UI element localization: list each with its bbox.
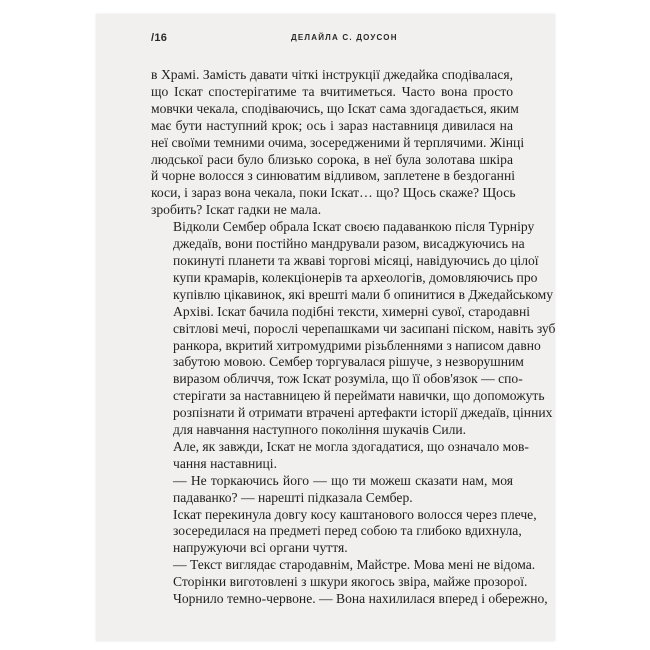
text-line: покинуті планети та жваві торгові місяці, навідуючись до цілої — [173, 252, 539, 268]
paragraph — [151, 557, 548, 608]
text-line: розпізнати й отримати втрачені артефакти історії джедаїв, цінних — [173, 405, 553, 421]
text-line: Сторінки виготовлені з шкури якогось звіра, майже прозорої. — [173, 574, 528, 590]
text-line: джедаїв, вони постійно мандрували разом, висаджуючись на — [173, 236, 525, 252]
text-line: Архіві. Іскат бачила подібні тексти, химерні сувої, стародавні — [173, 303, 531, 319]
paragraph — [151, 438, 529, 473]
text-line: стерігати за наставницею й переймати навички, що допоможуть — [173, 388, 545, 404]
text-line: світлові мечі, порослі черепашками чи засипані піском, навіть зуб — [173, 320, 555, 336]
text-line: Відколи Сембер обрала Іскат своєю падаванкою після Турніру — [173, 219, 535, 235]
text-line: що Іскат спостерігатиме та вчитиметься. Часто вона просто — [151, 83, 513, 99]
text-line: — Текст виглядає стародавнім, Майстре. Мова мені не відома. — [173, 557, 536, 573]
text-line: — Не торкаючись його — що ти можеш сказати нам, моя — [173, 472, 513, 488]
text-line: виразом обличчя, тож Іскат розуміла, що її обов'язок — спо- — [173, 371, 523, 387]
text-line: ранкора, вкритий хитромудрими різьбленнями з написом давно — [173, 337, 541, 353]
text-line: в Храмі. Замість давати чіткі інструкції джедайка сподівалася, — [151, 67, 513, 82]
text-line: неї своїми темними очима, зосередженими й терплячими. Жінці — [151, 134, 525, 150]
page-number: /16 — [151, 32, 168, 44]
text-line: забутою мовою. Сембер торгувалася рішуче, з незворушним — [173, 354, 524, 370]
paragraph — [151, 506, 537, 558]
page-header — [151, 32, 511, 50]
text-line: для навчання наступного покоління шукачів Сили. — [173, 422, 467, 438]
text-line: купівлю цікавинок, які врешті мали б опинитися в Джедайському — [173, 286, 554, 302]
text-line: Але, як завжди, Іскат не могла здогадатися, що означало мов- — [173, 438, 529, 454]
text-line: коси, і зараз вона чекала, поки Іскат… що? Щось скаже? Щось — [151, 185, 516, 201]
running-head-author: ДЕЛАЙЛА С. ДОУСОН — [291, 33, 398, 42]
text-line: Іскат перекинула довгу косу каштанового волосся через плече, — [173, 506, 537, 522]
text-line: зосередилася на предметі перед собою та глибоко вдихнула, — [173, 523, 522, 539]
text-line: купи крамарів, колекціонерів та археологів, домовляючись про — [173, 269, 538, 285]
text-line: мовчки чекала, сподіваючись, що Іскат сама здогадається, яким — [151, 100, 519, 116]
paragraph — [151, 67, 525, 219]
text-line: напружуючи всі органи чуття. — [173, 540, 348, 556]
book-page — [96, 14, 555, 641]
paragraph — [151, 473, 513, 507]
text-line: й чорне волосся з синюватим відливом, заплетене в бездоганні — [151, 168, 515, 184]
body-text — [151, 67, 555, 608]
paragraph — [151, 219, 555, 439]
text-line: Чорнило темно-червоне. — Вона нахилилася вперед і обережно, — [173, 591, 548, 607]
text-line: людської раси було близько сорока, в неї була золотава шкіра — [151, 151, 513, 167]
text-line: падаванко? — нарешті підказала Сембер. — [173, 489, 413, 505]
text-line: має бути наступний крок; ось і зараз наставниця дивилася на — [151, 117, 513, 133]
text-line: чання наставниці. — [173, 455, 277, 471]
text-line: зробить? Іскат гадки не мала. — [151, 202, 322, 218]
